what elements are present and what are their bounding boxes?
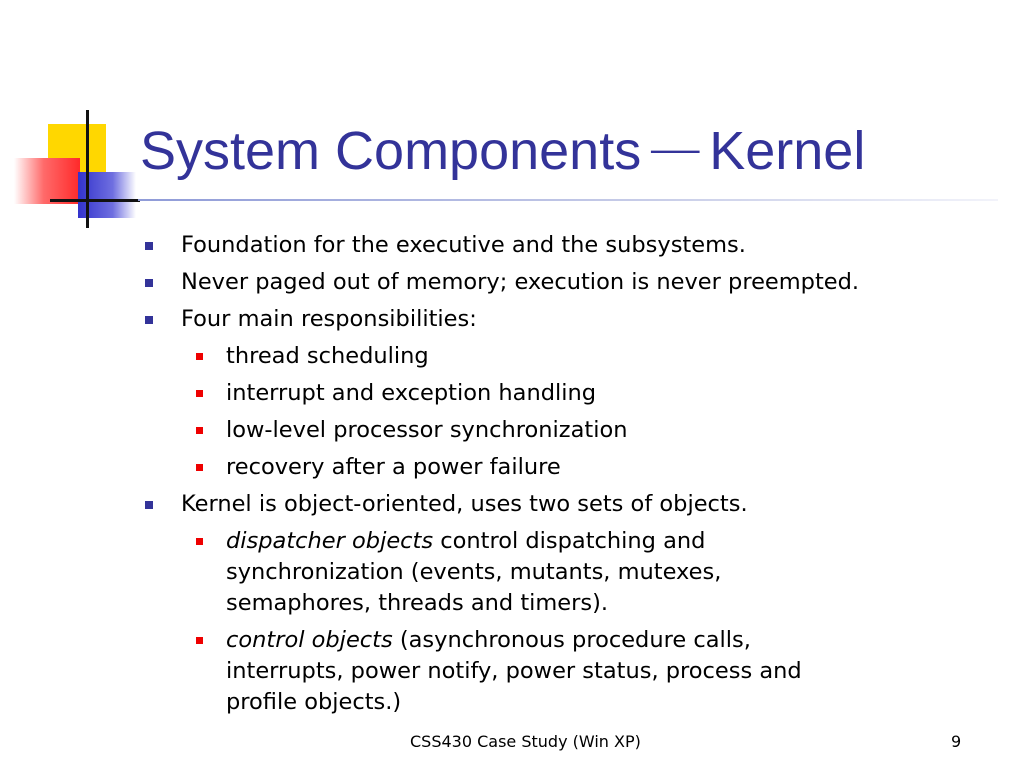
bullet-object-oriented xyxy=(140,489,880,520)
bullet-marker xyxy=(145,279,153,287)
sub-bullet-control-objects xyxy=(140,625,806,718)
title-dash: — xyxy=(651,121,700,174)
page-number: 9 xyxy=(951,732,962,751)
bullet-responsibilities xyxy=(140,304,880,335)
sub-bullet-text: low-level processor synchronization xyxy=(226,417,628,443)
sub-bullet-marker xyxy=(196,427,203,434)
sub-bullet-interrupt-handling xyxy=(140,378,806,409)
sub-bullet-text: recovery after a power failure xyxy=(226,454,561,480)
term-dispatcher-objects: dispatcher objects xyxy=(226,528,434,554)
bullet-marker xyxy=(145,242,153,250)
bullet-marker xyxy=(145,501,153,509)
logo-vertical-line xyxy=(86,110,89,228)
sub-bullet-power-recovery xyxy=(140,452,806,483)
sub-bullet-marker xyxy=(196,464,203,471)
term-control-objects: control objects xyxy=(226,627,393,653)
sub-bullet-text: (asynchronous procedure calls, interrupts, power notify, power status, process and profile objects.) xyxy=(226,627,802,715)
title-main: System Components xyxy=(140,121,642,181)
sub-bullet-dispatcher-objects xyxy=(140,526,806,619)
logo-red-square xyxy=(14,158,80,204)
bullet-text: Four main responsibilities: xyxy=(181,306,477,332)
logo-horizontal-line xyxy=(50,199,140,202)
sub-bullet-marker xyxy=(196,637,203,644)
bullet-foundation xyxy=(140,230,880,261)
slide-title xyxy=(140,122,865,181)
sub-bullet-text: control dispatching and synchronization (events, mutants, mutexes, semaphores, threads and timers). xyxy=(226,528,722,616)
bullet-text: Never paged out of memory; execution is never preempted. xyxy=(181,269,860,295)
footer-title: CSS430 Case Study (Win XP) xyxy=(410,732,641,751)
sub-bullet-text: thread scheduling xyxy=(226,343,429,369)
sub-bullet-thread-scheduling xyxy=(140,341,806,372)
sub-bullet-marker xyxy=(196,390,203,397)
bullet-text: Foundation for the executive and the subsystems. xyxy=(181,232,746,258)
sub-bullet-marker xyxy=(196,353,203,360)
sub-bullet-marker xyxy=(196,538,203,545)
slide-body xyxy=(140,230,880,724)
title-sub: Kernel xyxy=(709,121,866,181)
sub-bullet-text: interrupt and exception handling xyxy=(226,380,597,406)
bullet-never-paged xyxy=(140,267,880,298)
bullet-text: Kernel is object-oriented, uses two sets of objects. xyxy=(181,491,748,517)
bullet-marker xyxy=(145,316,153,324)
title-underline xyxy=(138,199,998,201)
sub-bullet-processor-sync xyxy=(140,415,806,446)
